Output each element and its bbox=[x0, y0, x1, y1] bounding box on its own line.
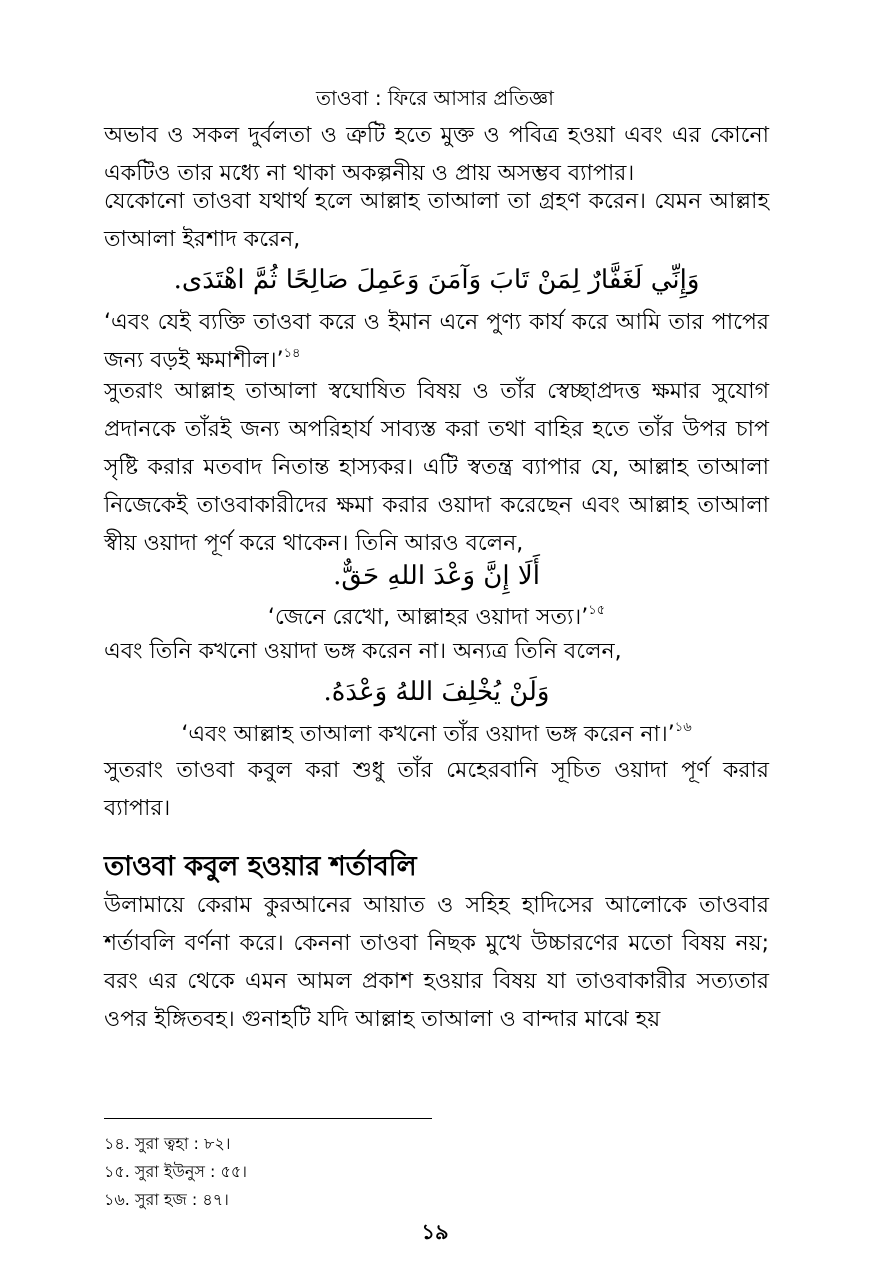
translation-2-text: ‘জেনে রেখো, আল্লাহর ওয়াদা সত্য।’ bbox=[267, 605, 589, 630]
paragraph-4: এবং তিনি কখনো ওয়াদা ভঙ্গ করেন না। অন্যত্র তিনি বলেন, bbox=[104, 639, 622, 664]
paragraph-5: সুতরাং তাওবা কবুল করা শুধু তাঁর মেহেরবানি সূচিত ওয়াদা পূর্ণ করার ব্যাপার। bbox=[104, 758, 769, 821]
arabic-verse-1: وَإِنِّي لَغَفَّارٌ لِمَنْ تَابَ وَآمَنَ وَعَمِلَ صَالِحًا ثُمَّ اهْتَدَى. bbox=[173, 265, 700, 295]
footnote-ref-14: ১৪ bbox=[283, 346, 301, 361]
section-heading: তাওবা কবুল হওয়ার শর্তাবলি bbox=[104, 851, 417, 882]
page-number: ১৯ bbox=[421, 1220, 449, 1244]
arabic-verse-2: أَلَا إِنَّ وَعْدَ اللهِ حَقٌّ. bbox=[333, 561, 540, 591]
footnote-15: ১৫. সুরা ইউনুস : ৫৫। bbox=[104, 1162, 247, 1181]
translation-1-text: ‘এবং যেই ব্যক্তি তাওবা করে ও ইমান এনে পুণ্য কার্য করে আমি তার পাপের জন্য বড়ই ক্ষমাশীল।’ bbox=[104, 310, 769, 373]
footnote-14: ১৪. সুরা ত্বহা : ৮২। bbox=[104, 1134, 231, 1153]
paragraph-3: সুতরাং আল্লাহ তাআলা স্বঘোষিত বিষয় ও তাঁর স্বেচ্ছাপ্রদত্ত ক্ষমার সুযোগ প্রদানকে তাঁরই জন্য অপরিহার্য সাব্যস্ত করা তথা বাহির হতে তাঁর উপর চাপ সৃষ্টি করার মতবাদ নিতান্ত হাস্যকর। এটি স্বতন্ত্র ব্যাপার যে, আল্লাহ তাআলা নিজেকেই তাওবাকারীদের ক্ষমা করার ওয়াদা করেছেন এবং আল্লাহ তাআলা স্বীয় ওয়াদা পূর্ণ করে থাকেন। তিনি আরও বলেন, bbox=[104, 379, 769, 556]
footnote-ref-16: ১৬ bbox=[674, 720, 692, 735]
translation-3 bbox=[104, 716, 769, 754]
translation-1 bbox=[104, 304, 769, 380]
footnote-ref-15: ১৫ bbox=[588, 603, 606, 618]
translation-2 bbox=[104, 599, 769, 637]
paragraph-1: অভাব ও সকল দুর্বলতা ও ত্রুটি হতে মুক্ত ও পবিত্র হওয়া এবং এর কোনো একটিও তার মধ্যে না থাকা অকল্পনীয় ও প্রায় অসম্ভব ব্যাপার। bbox=[104, 123, 769, 186]
running-header: তাওবা : ফিরে আসার প্রতিজ্ঞা bbox=[316, 86, 554, 110]
arabic-verse-3: وَلَنْ يُخْلِفَ اللهُ وَعْدَهُ. bbox=[323, 677, 550, 707]
paragraph-2: যেকোনো তাওবা যথার্থ হলে আল্লাহ তাআলা তা গ্রহণ করেন। যেমন আল্লাহ তাআলা ইরশাদ করেন, bbox=[104, 189, 769, 252]
footnote-16: ১৬. সুরা হজ : ৪৭। bbox=[104, 1190, 229, 1209]
paragraph-6: উলামায়ে কেরাম কুরআনের আয়াত ও সহিহ হাদিসের আলোকে তাওবার শর্তাবলি বর্ণনা করে। কেননা তাওবা নিছক মুখে উচ্চারণের মতো বিষয় নয়; বরং এর থেকে এমন আমল প্রকাশ হওয়ার বিষয় যা তাওবাকারীর সত্যতার ওপর ইঙ্গিতবহ। গুনাহটি যদি আল্লাহ তাআলা ও বান্দার মাঝে হয় bbox=[104, 893, 769, 1032]
translation-3-text: ‘এবং আল্লাহ তাআলা কখনো তাঁর ওয়াদা ভঙ্গ করেন না।’ bbox=[181, 722, 675, 747]
footnote-separator bbox=[104, 1118, 432, 1119]
